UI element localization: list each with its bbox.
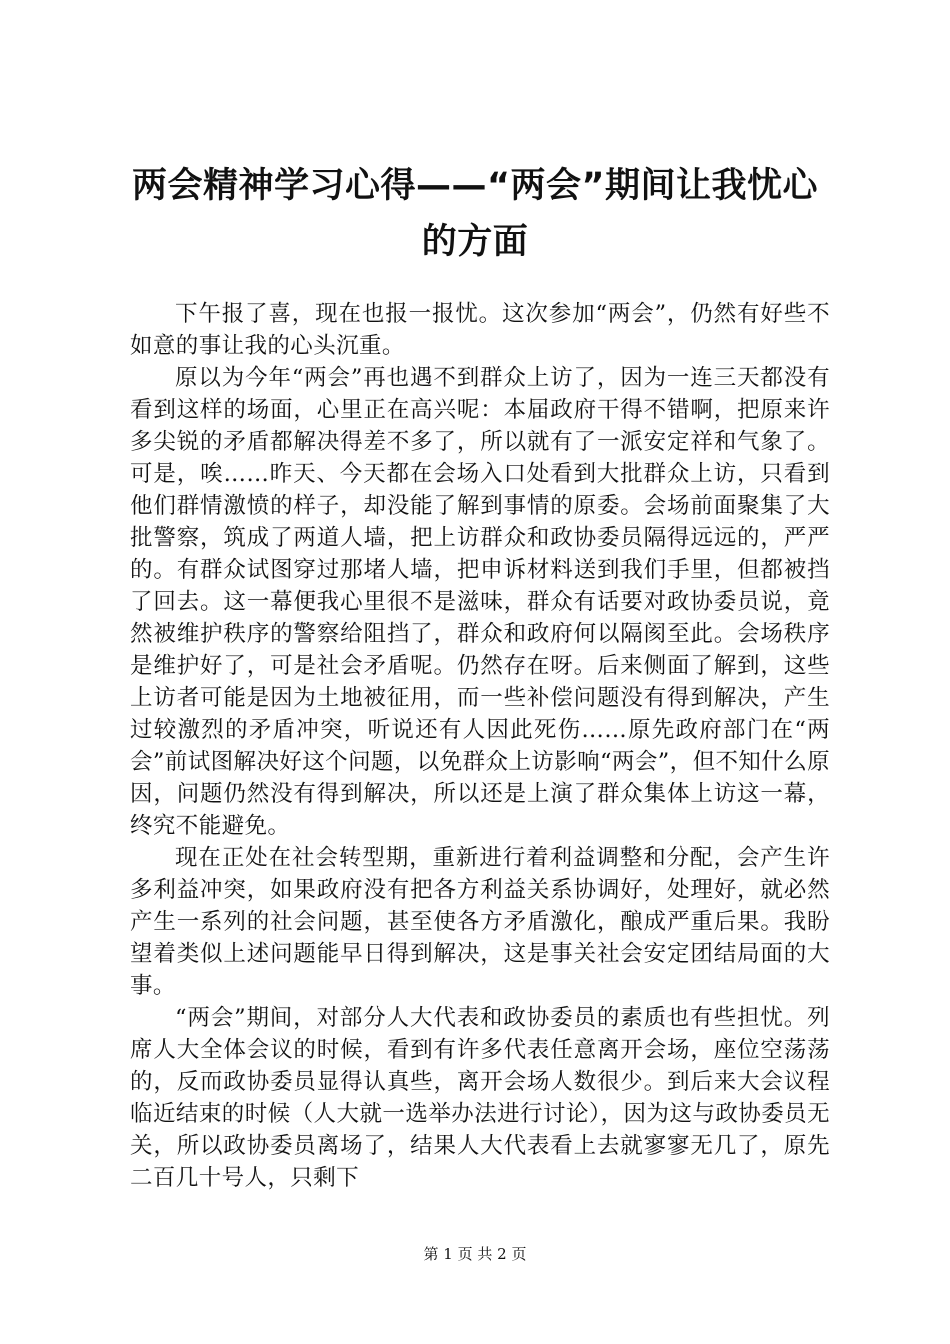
- paragraph-3: 现在正处在社会转型期，重新进行着利益调整和分配，会产生许多利益冲突，如果政府没有把各方利益关系协调好，处理好，就必然产生一系列的社会问题，甚至使各方矛盾激化，酿成严重后果。我盼望着类似上述问题能早日得到解决，这是事关社会安定团结局面的大事。: [130, 845, 830, 999]
- paragraph-1: 下午报了喜，现在也报一报忧。这次参加“两会”，仍然有好些不如意的事让我的心头沉重。: [130, 301, 830, 359]
- paragraph-2: 原以为今年“两会”再也遇不到群众上访了，因为一连三天都没有看到这样的场面，心里正在高兴呢：本届政府干得不错啊，把原来许多尖锐的矛盾都解决得差不多了，所以就有了一派安定祥和气象了。可是，唉……昨天、今天都在会场入口处看到大批群众上访，只看到他们群情激愤的样子，却没能了解到事情的原委。会场前面聚集了大批警察，筑成了两道人墙，把上访群众和政协委员隔得远远的，严严的。有群众试图穿过那堵人墙，把申诉材料送到我们手里，但都被挡了回去。这一幕便我心里很不是滋味，群众有话要对政协委员说，竟然被维护秩序的警察给阻挡了，群众和政府何以隔阂至此。会场秩序是维护好了，可是社会矛盾呢。仍然存在呀。后来侧面了解到，这些上访者可能是因为土地被征用，而一些补偿问题没有得到解决，产生过较激烈的矛盾冲突，听说还有人因此死伤……原先政府部门在“两会”前试图解决好这个问题，以免群众上访影响“两会”，但不知什么原因，问题仍然没有得到解决，所以还是上演了群众集体上访这一幕，终究不能避免。: [130, 365, 830, 839]
- paragraph-4: “两会”期间，对部分人大代表和政协委员的素质也有些担忧。列席人大全体会议的时候，看到有许多代表任意离开会场，座位空荡荡的，反而政协委员显得认真些，离开会场人数很少。到后来大会议程临近结束的时候（人大就一选举办法进行讨论），因为这与政协委员无关，所以政协委员离场了，结果人大代表看上去就寥寥无几了，原先二百几十号人，只剩下: [130, 1005, 830, 1191]
- page-number-footer: 第 1 页 共 2 页: [423, 1245, 527, 1263]
- document-body: [130, 298, 830, 1194]
- document-title: 两会精神学习心得——“两会”期间让我忧心的方面: [131, 166, 818, 262]
